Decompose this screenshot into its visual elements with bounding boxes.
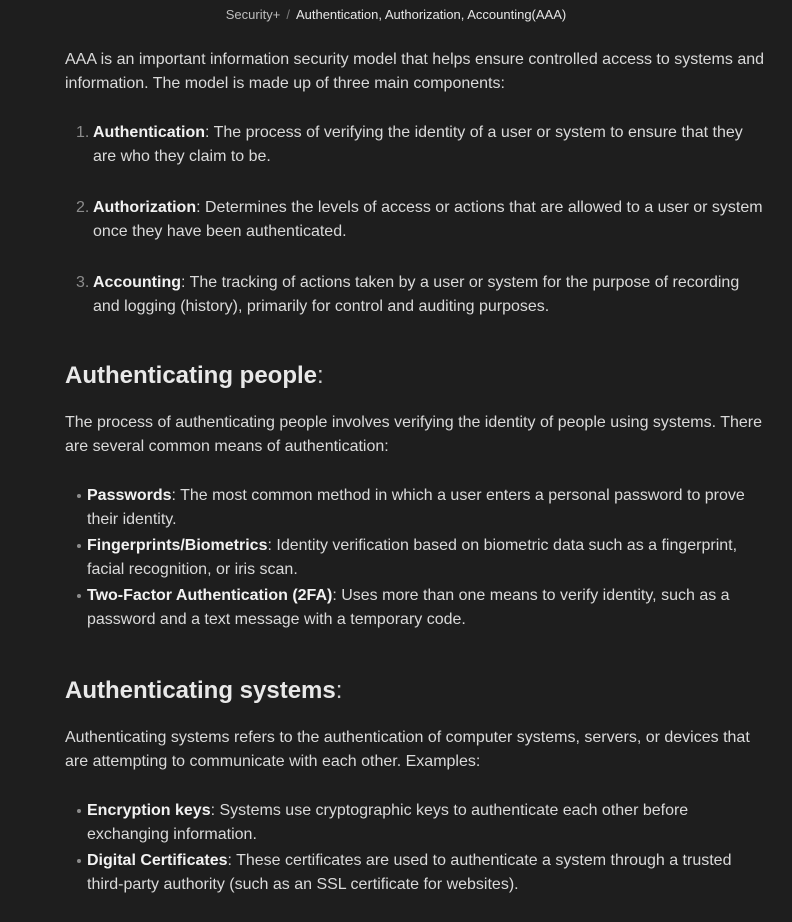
- bullet-icon: [77, 859, 81, 863]
- bullet-icon: [77, 544, 81, 548]
- heading-text: Authenticating systems: [65, 677, 336, 704]
- list-item-term: Encryption keys: [87, 802, 211, 819]
- list-item: [65, 121, 765, 169]
- systems-paragraph: Authenticating systems refers to the authentication of computer systems, servers, or devices that are attempting to communicate with each other. Examples:: [65, 729, 750, 770]
- list-item-term: Fingerprints/Biometrics: [87, 537, 268, 554]
- list-item-text: : Identity verification based on biometric data such as a fingerprint, facial recognition, or iris scan.: [87, 537, 738, 578]
- list-item-text: : These certificates are used to authenticate a system through a trusted third-party authority (such as an SSL certificate for websites).: [87, 852, 732, 893]
- systems-examples-list: [65, 799, 765, 897]
- heading-authenticating-systems: [65, 676, 765, 706]
- list-item: [65, 534, 765, 582]
- breadcrumb: [0, 6, 792, 24]
- bullet-icon: [77, 809, 81, 813]
- breadcrumb-separator: /: [286, 7, 290, 22]
- list-item: [65, 849, 765, 897]
- breadcrumb-current[interactable]: Authentication, Authorization, Accounting(AAA): [295, 7, 567, 22]
- heading-text: Authenticating people: [65, 362, 317, 389]
- list-item-text: : The tracking of actions taken by a user or system for the purpose of recording and logging (history), primarily for control and auditing purposes.: [93, 274, 740, 315]
- list-item-text: : Systems use cryptographic keys to authenticate each other before exchanging information.: [87, 802, 689, 843]
- list-item: [65, 484, 765, 532]
- list-number: 2.: [76, 199, 90, 216]
- list-item-term: Accounting: [93, 274, 181, 291]
- list-item-text: : Determines the levels of access or actions that are allowed to a user or system once they have been authenticated.: [93, 199, 763, 240]
- note-content: [65, 48, 765, 899]
- list-item-term: Authentication: [93, 124, 205, 141]
- list-item-text: : The process of verifying the identity of a user or system to ensure that they are who they claim to be.: [93, 124, 743, 165]
- list-number: 1.: [76, 124, 90, 141]
- list-number: 3.: [76, 274, 90, 291]
- heading-colon: :: [335, 677, 343, 704]
- list-item-text: : The most common method in which a user enters a personal password to prove their identity.: [87, 487, 745, 528]
- people-methods-list: [65, 484, 765, 632]
- components-list: [65, 121, 765, 319]
- list-item-term: Passwords: [87, 487, 172, 504]
- heading-authenticating-people: [65, 361, 765, 391]
- bullet-icon: [77, 494, 81, 498]
- list-item-term: Two-Factor Authentication (2FA): [87, 587, 333, 604]
- list-item: [65, 271, 765, 319]
- list-item-text: : Uses more than one means to verify identity, such as a password and a text message with a temporary code.: [87, 587, 730, 628]
- list-item-term: Authorization: [93, 199, 197, 216]
- people-paragraph: The process of authenticating people involves verifying the identity of people using systems. There are several common means of authentication:: [65, 414, 762, 455]
- list-item: [65, 196, 765, 244]
- list-item: [65, 799, 765, 847]
- bullet-icon: [77, 594, 81, 598]
- list-item-term: Digital Certificates: [87, 852, 228, 869]
- list-item: [65, 584, 765, 632]
- intro-paragraph: AAA is an important information security model that helps ensure controlled access to systems and information. The model is made up of three main components:: [65, 51, 765, 92]
- heading-colon: :: [317, 362, 324, 389]
- breadcrumb-parent[interactable]: Security+: [225, 7, 281, 22]
